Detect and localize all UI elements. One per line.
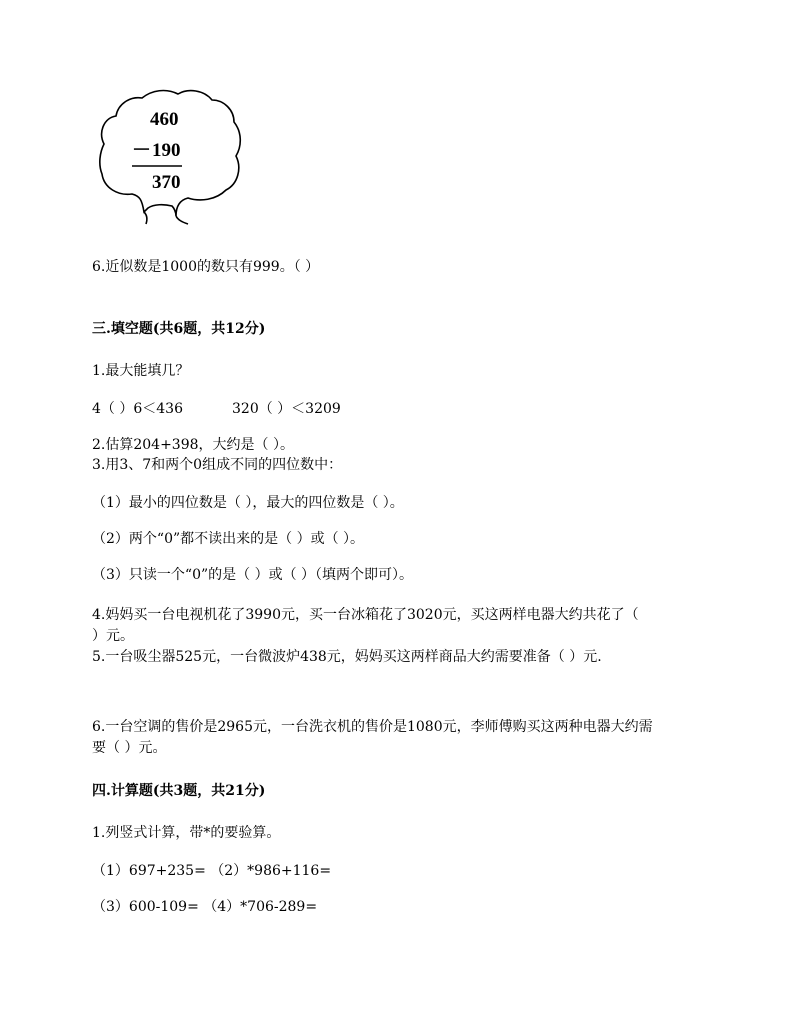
fill-q6-line1: 6.一台空调的售价是2965元，一台洗衣机的售价是1080元，李师傅购买这两种电器大约需 [92, 719, 653, 735]
judge-question-6: 6.近似数是1000的数只有999。（ ） [92, 259, 320, 275]
tree-minus-sign: － [132, 140, 152, 161]
calc-row-2: （3）600-109= （4）*706-289= [92, 899, 318, 915]
fill-q1-b: 320（ ）＜3209 [232, 401, 341, 417]
tree-outline-icon [96, 88, 246, 228]
tree-subtrahend: 190 [152, 140, 181, 161]
calc-q1: 1.列竖式计算，带*的要验算。 [92, 825, 281, 841]
tree-top-number: 460 [150, 109, 179, 130]
fill-q3-part3: （3）只读一个“0”的是（ ）或（ ）（填两个即可）。 [92, 567, 414, 583]
fill-q4-line2: ）元。 [92, 628, 134, 644]
fill-q3-part2: （2）两个“0”都不读出来的是（ ）或（ ）。 [92, 531, 365, 547]
fill-q5: 5.一台吸尘器525元，一台微波炉438元，妈妈买这两样商品大约需要准备（ ）元. [92, 649, 602, 665]
fill-q1-a: 4（ ）6＜436 [92, 401, 183, 417]
fill-q3: 3.用3、7和两个0组成不同的四位数中： [92, 457, 343, 473]
fill-q4-line1: 4.妈妈买一台电视机花了3990元，买一台冰箱花了3020元，买这两样电器大约共花了（ [92, 607, 639, 623]
section-3-title: 三.填空题(共6题，共12分) [92, 321, 266, 337]
fill-q3-part1: （1）最小的四位数是（ ），最大的四位数是（ ）。 [92, 495, 404, 511]
tree-subtraction-figure [96, 88, 246, 228]
fill-q1: 1.最大能填几？ [92, 363, 190, 379]
fill-q2: 2.估算204+398，大约是（ ）。 [92, 437, 294, 453]
calc-row-1: （1）697+235= （2）*986+116= [92, 863, 332, 879]
tree-result: 370 [152, 172, 181, 193]
fill-q6-line2: 要（ ）元。 [92, 740, 167, 756]
section-4-title: 四.计算题(共3题，共21分) [92, 783, 266, 799]
